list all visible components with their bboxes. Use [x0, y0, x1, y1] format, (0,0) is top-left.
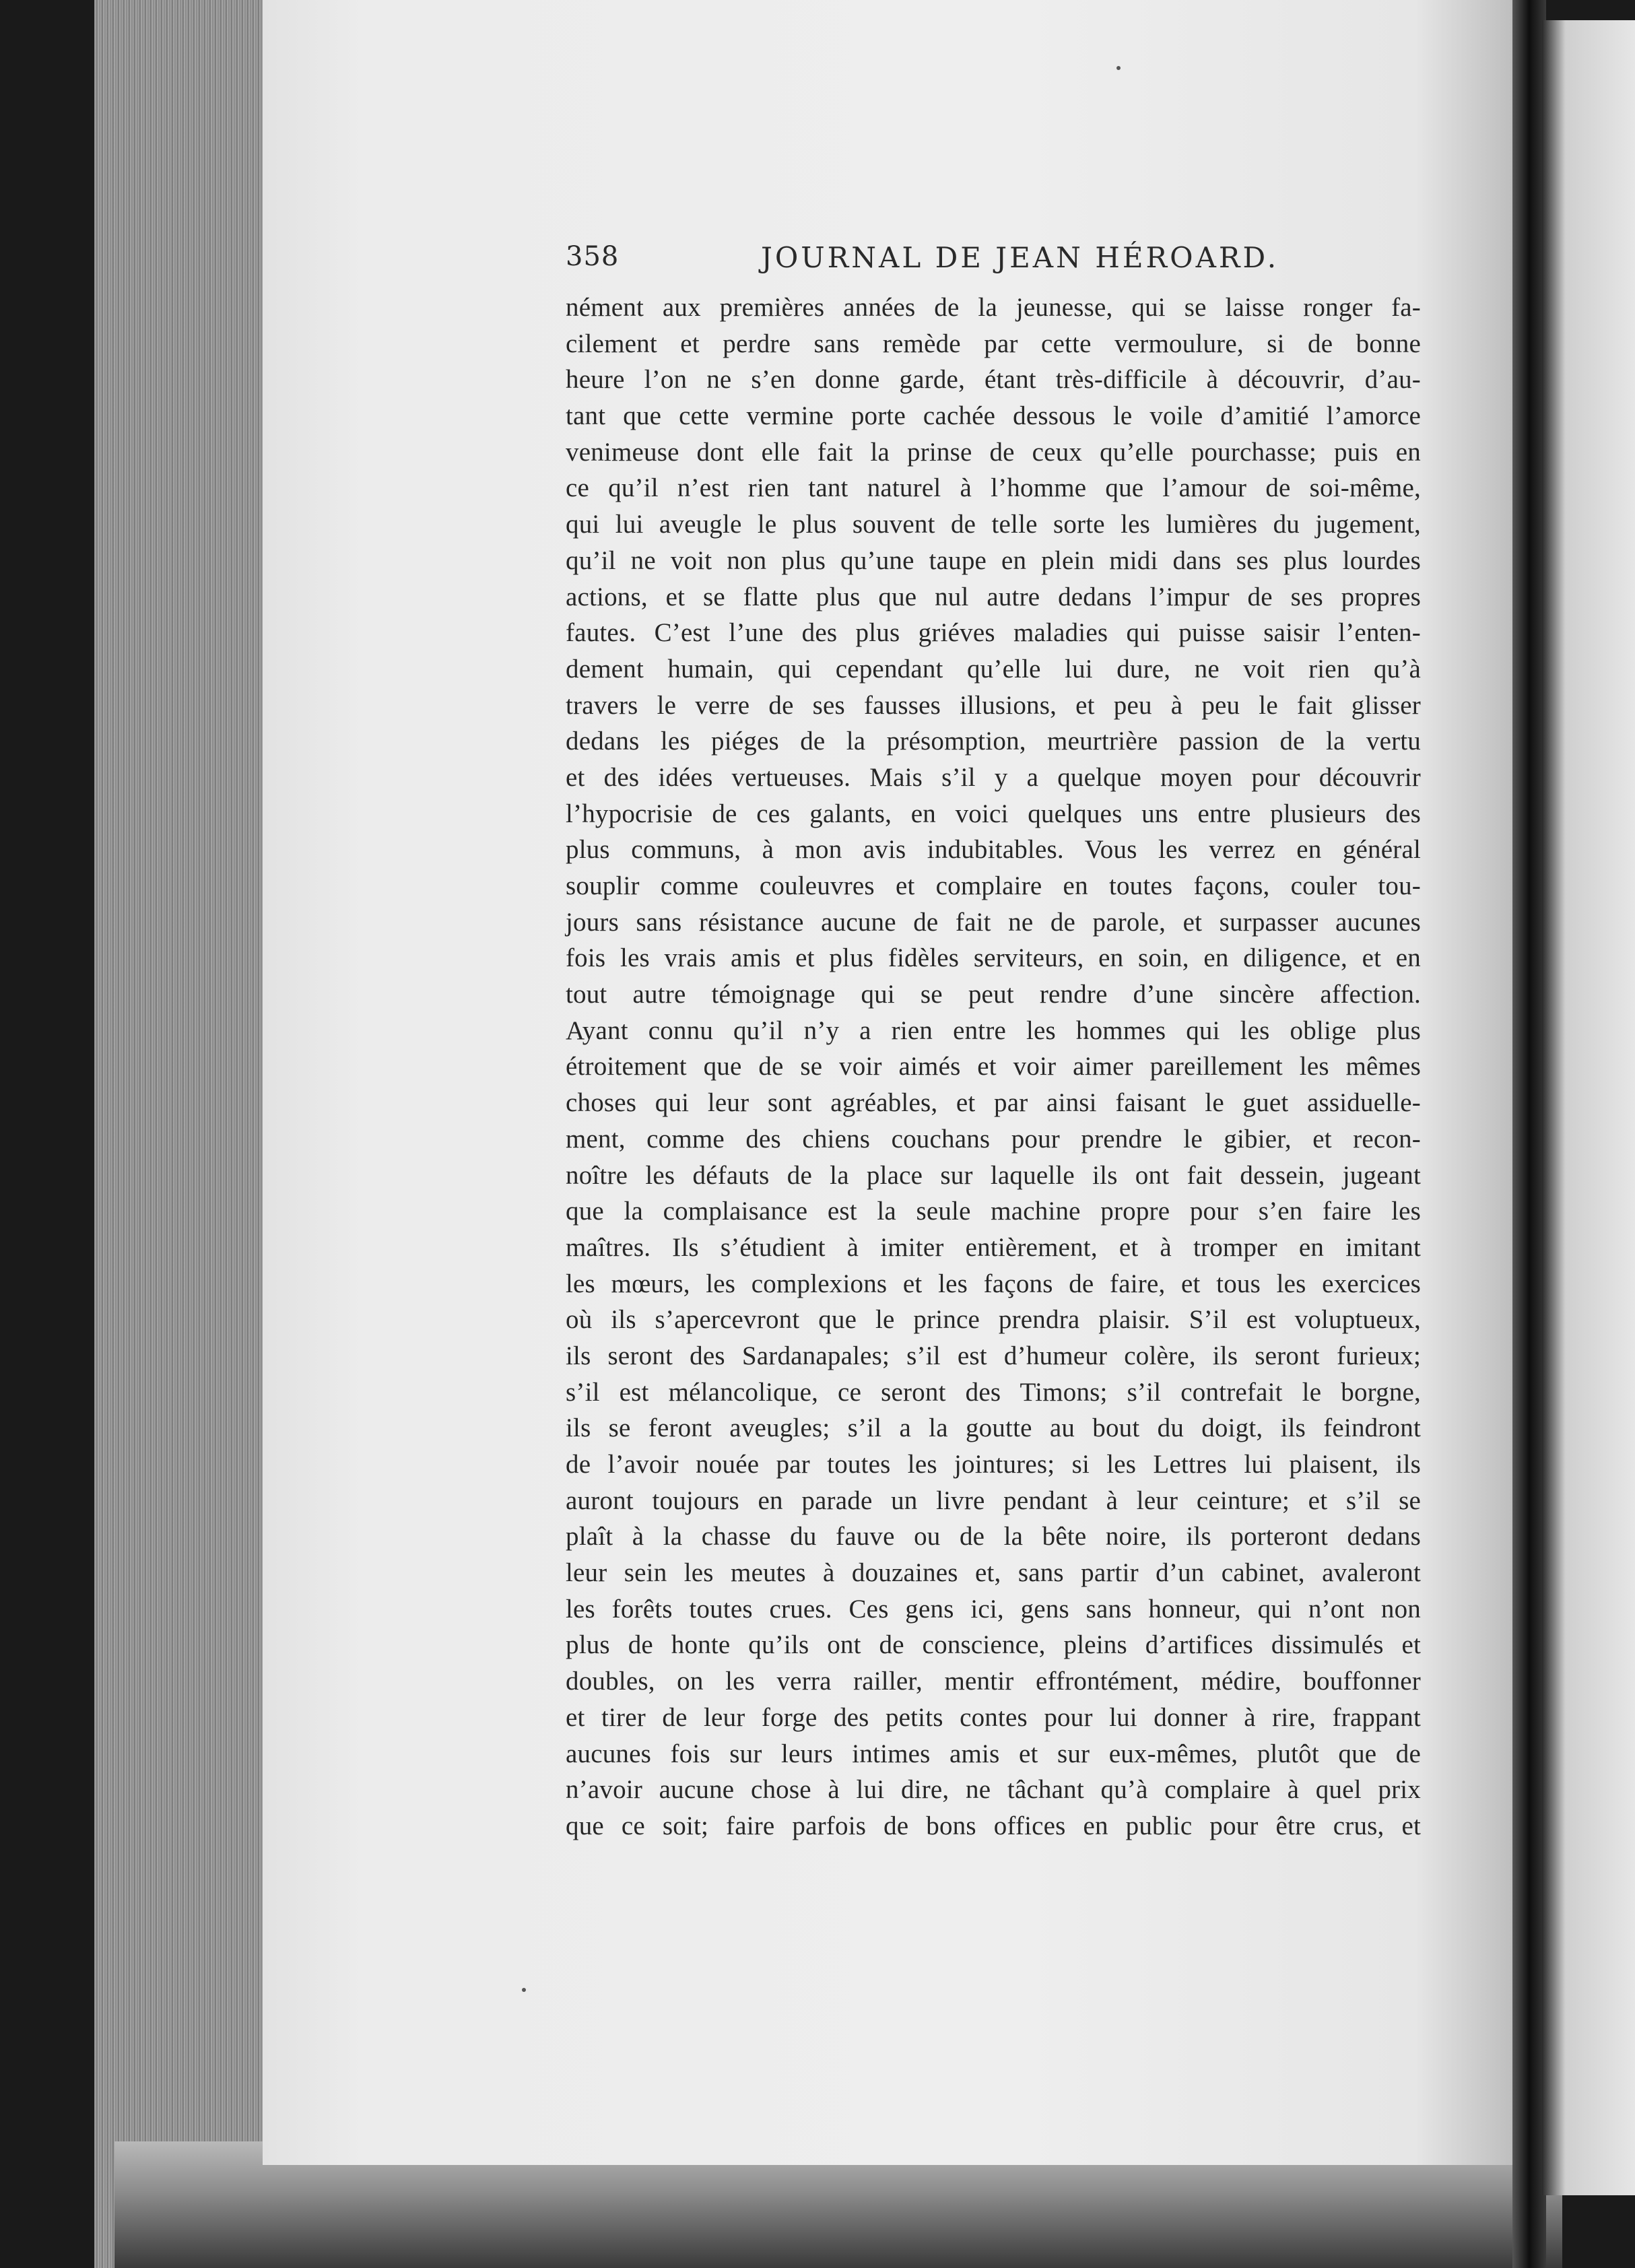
text-line: s’il est mélancolique, ce seront des Timons; s’il contrefait le borgne,: [566, 1377, 1421, 1407]
text-line: les forêts toutes crues. Ces gens ici, gens sans honneur, qui n’ont non: [566, 1594, 1421, 1624]
text-line: leur sein les meutes à douzaines et, sans partir d’un cabinet, avaleront: [566, 1558, 1421, 1588]
text-line: choses qui leur sont agréables, et par ainsi faisant le guet assiduelle-: [566, 1088, 1421, 1118]
facing-page-edge: [1542, 20, 1635, 2195]
text-line: de l’avoir nouée par toutes les jointures; si les Lettres lui plaisent, ils: [566, 1450, 1421, 1479]
text-line: l’hypocrisie de ces galants, en voici quelques uns entre plusieurs des: [566, 799, 1421, 828]
book-gutter: [1512, 0, 1546, 2268]
text-line: dedans les piéges de la présomption, meurtrière passion de la vertu: [566, 727, 1421, 756]
text-line: plaît à la chasse du fauve ou de la bête noire, ils porteront dedans: [566, 1522, 1421, 1552]
book-page-edges: [94, 0, 269, 2268]
text-line: heure l’on ne s’en donne garde, étant très-difficile à découvrir, d’au-: [566, 365, 1421, 395]
paper-speck: [522, 1988, 526, 1992]
text-line: et tirer de leur forge des petits contes pour lui donner à rire, frappant: [566, 1702, 1421, 1732]
text-line: jours sans résistance aucune de fait ne de parole, et surpasser aucunes: [566, 907, 1421, 937]
text-line: plus communs, à mon avis indubitables. Vous les verrez en général: [566, 835, 1421, 865]
text-line: Ayant connu qu’il n’y a rien entre les hommes qui les oblige plus: [566, 1015, 1421, 1045]
page-header: [566, 241, 1421, 279]
text-line: nément aux premières années de la jeunesse, qui se laisse ronger fa-: [566, 293, 1421, 322]
text-line: cilement et perdre sans remède par cette vermoulure, si de bonne: [566, 329, 1421, 358]
text-line: auront toujours en parade un livre pendant à leur ceinture; et s’il se: [566, 1486, 1421, 1515]
text-line: aucunes fois sur leurs intimes amis et sur eux-mêmes, plutôt que de: [566, 1739, 1421, 1768]
text-line: tout autre témoignage qui se peut rendre d’une sincère affection.: [566, 980, 1421, 1009]
text-line: ils seront des Sardanapales; s’il est d’humeur colère, ils seront furieux;: [566, 1341, 1421, 1370]
text-line: souplir comme couleuvres et complaire en toutes façons, couler tou-: [566, 871, 1421, 900]
body-text: [566, 290, 1421, 1844]
text-line: venimeuse dont elle fait la prinse de ceux qu’elle pourchasse; puis en: [566, 437, 1421, 467]
text-line: doubles, on les verra railler, mentir effrontément, médire, bouffonner: [566, 1667, 1421, 1696]
text-line: que ce soit; faire parfois de bons offices en public pour être crus, et: [566, 1811, 1421, 1840]
running-title: JOURNAL DE JEAN HÉROARD.: [761, 241, 1279, 274]
text-line: dement humain, qui cependant qu’elle lui dure, ne voit rien qu’à: [566, 654, 1421, 683]
text-line: et des idées vertueuses. Mais s’il y a quelque moyen pour découvrir: [566, 762, 1421, 792]
text-line: qu’il ne voit non plus qu’une taupe en plein midi dans ses plus lourdes: [566, 545, 1421, 575]
text-line: fois les vrais amis et plus fidèles serviteurs, en soin, en diligence, et en: [566, 943, 1421, 973]
text-line: ils se feront aveugles; s’il a la goutte au bout du doigt, ils feindront: [566, 1413, 1421, 1443]
text-line: actions, et se flatte plus que nul autre dedans l’impur de ses propres: [566, 582, 1421, 611]
text-line: maîtres. Ils s’étudient à imiter entièrement, et à tromper en imitant: [566, 1232, 1421, 1262]
text-line: noître les défauts de la place sur laquelle ils ont fait dessein, jugeant: [566, 1160, 1421, 1190]
text-line: travers le verre de ses fausses illusions, et peu à peu le fait glisser: [566, 690, 1421, 720]
text-line: n’avoir aucune chose à lui dire, ne tâchant qu’à complaire à quel prix: [566, 1775, 1421, 1805]
text-line: où ils s’apercevront que le prince prendra plaisir. S’il est voluptueux,: [566, 1305, 1421, 1335]
text-line: étroitement que de se voir aimés et voir aimer pareillement les mêmes: [566, 1052, 1421, 1081]
text-line: plus de honte qu’ils ont de conscience, pleins d’artifices dissimulés et: [566, 1630, 1421, 1660]
text-line: ment, comme des chiens couchans pour prendre le gibier, et recon-: [566, 1124, 1421, 1154]
page-number: 358: [566, 241, 620, 272]
text-line: que la complaisance est la seule machine propre pour s’en faire les: [566, 1197, 1421, 1226]
text-line: fautes. C’est l’une des plus griéves maladies qui puisse saisir l’enten-: [566, 618, 1421, 648]
paper-speck: [1116, 66, 1121, 70]
text-line: les mœurs, les complexions et les façons de faire, et tous les exercices: [566, 1269, 1421, 1298]
text-line: ce qu’il n’est rien tant naturel à l’homme que l’amour de soi-même,: [566, 473, 1421, 503]
text-line: tant que cette vermine porte cachée dessous le voile d’amitié l’amorce: [566, 401, 1421, 431]
text-line: qui lui aveugle le plus souvent de telle sorte les lumières du jugement,: [566, 510, 1421, 539]
